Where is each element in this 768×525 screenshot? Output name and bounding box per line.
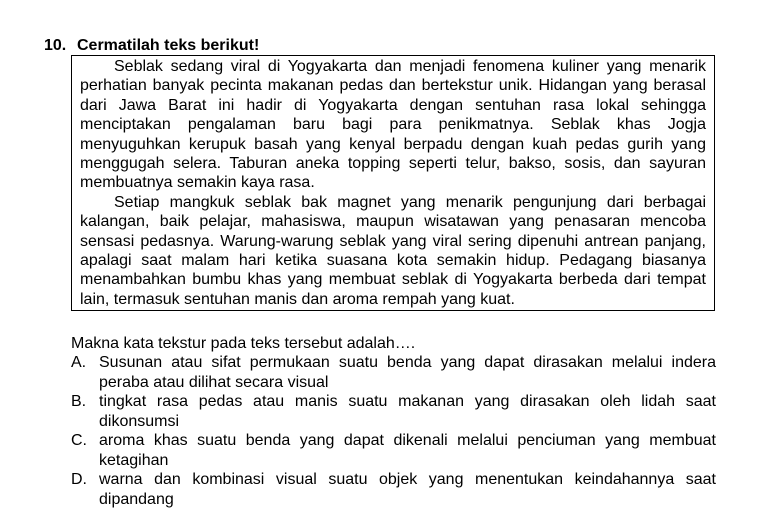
question-number: 10.	[44, 37, 67, 54]
answer-options	[71, 353, 716, 509]
passage-box	[71, 55, 715, 311]
question-prompt: Makna kata tekstur pada teks tersebut adalah….	[71, 335, 416, 352]
option-text: warna dan kombinasi visual suatu objek yang menentukan keindahannya saat dipandang	[99, 471, 716, 508]
passage-paragraph-1: Seblak sedang viral di Yogyakarta dan menjadi fenomena kuliner yang menarik perhatian banyak pecinta makanan pedas dan bertekstur unik. Hidangan yang berasal dari Jawa Barat ini hadir di Yogyakarta dengan sentuhan rasa lokal sehingga menciptakan pengalaman baru bagi para penikmatnya. Seblak khas Jogja menyuguhkan kerupuk basah yang kenyal berpadu dengan kuah pedas gurih yang menggugah selera. Taburan aneka topping seperti telur, bakso, sosis, dan sayuran membuatnya semakin kaya rasa.	[80, 58, 706, 192]
option-text: aroma khas suatu benda yang dapat dikenali melalui penciuman yang membuat ketagihan	[99, 432, 716, 469]
option-letter: D.	[71, 471, 87, 488]
option-text: tingkat rasa pedas atau manis suatu makanan yang dirasakan oleh lidah saat dikonsumsi	[99, 393, 716, 430]
option-letter: A.	[71, 354, 87, 371]
option-a[interactable]	[71, 353, 716, 392]
question-title: Cermatilah teks berikut!	[77, 37, 260, 54]
option-c[interactable]	[71, 431, 716, 470]
passage-paragraph-2: Setiap mangkuk seblak bak magnet yang menarik pengunjung dari berbagai kalangan, baik pelajar, mahasiswa, maupun wisatawan yang penasaran mencoba sensasi pedasnya. Warung-warung seblak yang viral sering dipenuhi antrean panjang, apalagi saat malam hari ketika suasana kota semakin hidup. Pedagang biasanya menambahkan bumbu khas yang membuat seblak di Yogyakarta berbeda dari tempat lain, termasuk sentuhan manis dan aroma rempah yang kuat.	[80, 193, 706, 308]
option-b[interactable]	[71, 392, 716, 431]
option-letter: C.	[71, 432, 87, 449]
option-text: Susunan atau sifat permukaan suatu benda yang dapat dirasakan melalui indera peraba atau dilihat secara visual	[99, 354, 716, 391]
option-letter: B.	[71, 393, 87, 410]
option-d[interactable]	[71, 470, 716, 509]
question-heading	[44, 36, 259, 55]
